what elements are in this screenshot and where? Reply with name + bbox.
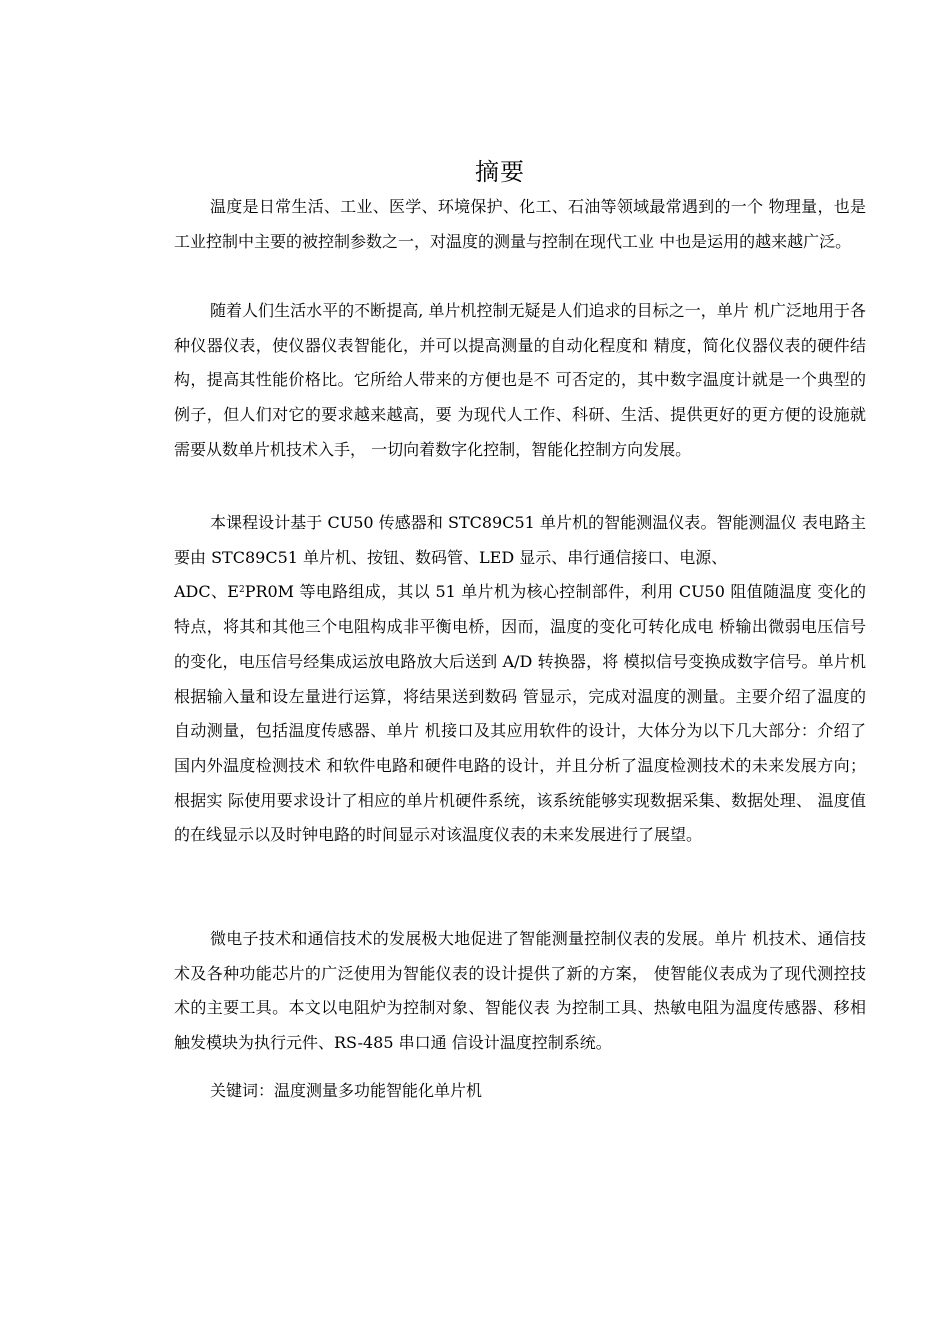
abstract-paragraph-2: 随着人们生活水平的不断提高, 单片机控制无疑是人们追求的目标之一，单片 机广泛地用于各种仪器仪表，使仪器仪表智能化，并可以提高测量的自动化程度和 精度，简化仪器仪表的硬件结构，提高其性能价格比。它所给人带来的方便也是不 可否定的，其中数字温度计就是一个典型的例子，但人们对它的要求越来越高，要 为现代人工作、科研、生活、提供更好的更方便的设施就需要从数单片机技术入手， 一切向着数字化控制，智能化控制方向发展。 — [174, 301, 866, 459]
abstract-paragraph-3 — [174, 506, 866, 853]
paragraph-3-part-2: ADC、E — [174, 582, 239, 602]
keywords-line: 关键词：温度测量多功能智能化单片机 — [210, 1081, 483, 1100]
paragraph-3-part-1: 本课程设计基于 CU50 传感器和 STC89C51 单片机的智能测温仪表。智能测温仪 表电路主要由 STC89C51 单片机、按钮、数码管、LED 显示、串行通信接口、电源、 — [174, 513, 866, 567]
page-title: 摘要 — [475, 158, 525, 186]
paragraph-3-part-3: PR0M 等电路组成，其以 51 单片机为核心控制部件，利用 CU50 阻值随温度 变化的特点，将其和其他三个电阻构成非平衡电桥，因而，温度的变化可转化成电 桥输出微弱电压信号的变化，电压信号经集成运放电路放大后送到 A/D 转换器，将 模拟信号变换成数字信号。单片机根据输入量和设左量进行运算，将结果送到数码 管显示，完成对温度的测量。主要介绍了温度的自动测量，包括温度传感器、单片 机接口及其应用软件的设计，大体分为以下几大部分：介绍了国内外温度检测技术 和软件电路和硬件电路的设计，并且分析了温度检测技术的未来发展方向；根据实 际使用要求设计了相应的单片机硬件系统，该系统能够实现数据采集、数据处理、 温度值的在线显示以及时钟电路的时间显示对该温度仪表的未来发展进行了展望。 — [174, 582, 866, 845]
abstract-paragraph-1: 温度是日常生活、工业、医学、环境保护、化工、石油等领域最常遇到的一个 物理量，也是工业控制中主要的被控制参数之一，对温度的测量与控制在现代工业 中也是运用的越来越广泛。 — [174, 197, 866, 251]
superscript-2: 2 — [238, 585, 245, 596]
abstract-paragraph-4: 微电子技术和通信技术的发展极大地促进了智能测量控制仪表的发展。单片 机技术、通信技术及各种功能芯片的广泛使用为智能仪表的设计提供了新的方案， 使智能仪表成为了现代测控技术的主要工具。本文以电阻炉为控制对象、智能仪表 为控制工具、热敏电阻为温度传感器、移相触发模块为执行元件、RS-485 串口通 信设计温度控制系统。 — [174, 929, 866, 1053]
